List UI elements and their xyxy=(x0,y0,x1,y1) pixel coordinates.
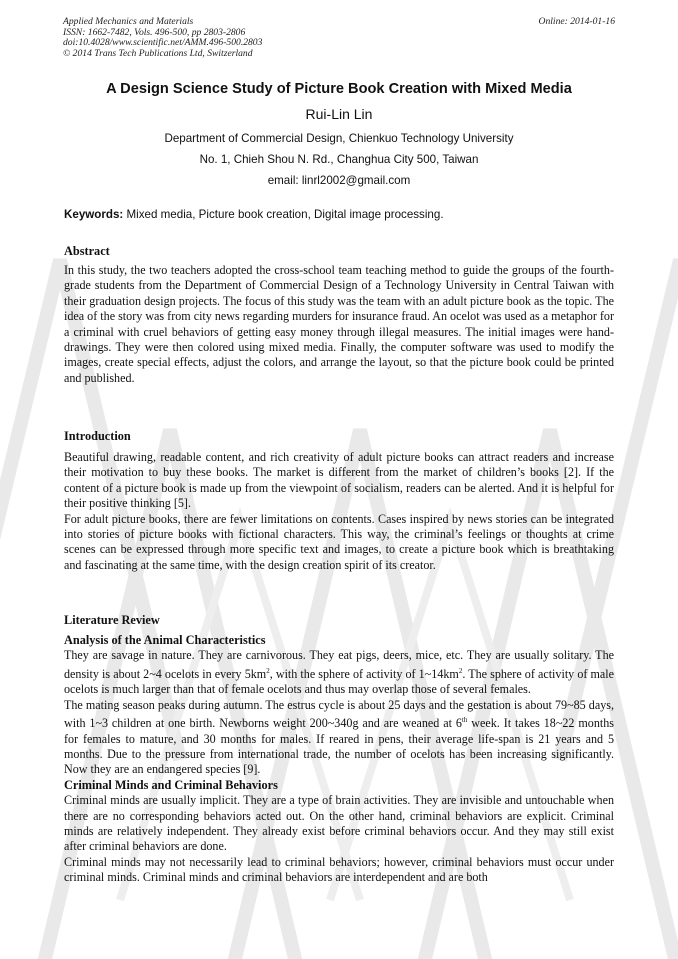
literature-paragraph-1: They are savage in nature. They are carnivorous. They eat pigs, deers, mice, etc. They are usually solitary. The density is about 2~4 ocelots in every $5km^2$, with the sphere of activity of $1\sim 14km^2$. The sphere of activity of male ocelots is much larger than that of female ocelots and thus may overlap those of several females. xyxy=(64,648,614,697)
introduction-heading: Introduction xyxy=(64,429,131,443)
subheading-animal-characteristics: Analysis of the Animal Characteristics xyxy=(64,633,266,647)
doi-line: doi:10.4028/www.scientific.net/AMM.496-500.2803 xyxy=(63,37,263,49)
author-name: Rui-Lin Lin xyxy=(305,106,373,122)
keywords-label: Keywords: xyxy=(64,208,124,221)
journal-name: Applied Mechanics and Materials xyxy=(63,16,194,27)
keywords-text: Mixed media, Picture book creation, Digital image processing. xyxy=(123,208,444,221)
paper-title: A Design Science Study of Picture Book Creation with Mixed Media xyxy=(106,81,572,97)
literature-paragraph-4: Criminal minds may not necessarily lead to criminal behaviors; however, criminal behaviors must occur under criminal minds. Criminal minds and criminal behaviors are interdependent and are both xyxy=(64,854,614,885)
introduction-paragraph-1: Beautiful drawing, readable content, and rich creativity of adult picture books can attract readers and increase their motivation to buy these books. The market is different from the market of children’s books [2]. If the content of a picture book is made up from the viewpoint of socialism, readers can be alerted. And it is helpful for their positive thinking [5]. xyxy=(64,450,614,511)
introduction-body xyxy=(64,450,614,573)
literature-review-body xyxy=(64,633,614,886)
literature-paragraph-3: Criminal minds are usually implicit. They are a type of brain activities. They are invisible and untouchable when there are no corresponding behaviors acted out. On the other hand, criminal behaviors are explicit. Criminal minds are relatively independent. They already exist before criminal behaviors occur. And they may still exist after criminal behaviors are done. xyxy=(64,793,614,854)
online-date: Online: 2014-01-16 xyxy=(538,16,615,27)
abstract-heading: Abstract xyxy=(64,244,110,258)
keywords-line xyxy=(64,208,444,221)
affiliation-address: No. 1, Chieh Shou N. Rd., Changhua City 500, Taiwan xyxy=(199,153,479,166)
introduction-paragraph-2: For adult picture books, there are fewer limitations on contents. Cases inspired by news stories can be integrated into stories of picture books with fictional characters. This way, the criminal’s feelings or thoughts at crime scenes can be expressed through more specific text and images, to create a picture book which is breathtaking and fascinating at the same time, with the design creation spirit of its creator. xyxy=(64,511,614,572)
abstract-body xyxy=(64,263,614,386)
author-email: email: linrl2002@gmail.com xyxy=(267,174,411,187)
subheading-criminal-minds: Criminal Minds and Criminal Behaviors xyxy=(64,777,278,792)
literature-paragraph-2: The mating season peaks during autumn. The estrus cycle is about 25 days and the gestation is about 79~85 days, with 1~3 children at one birth. Newborns weight 200~340g and are weaned at 6th week. It takes 18~22 months for females to mature, and 30 months for males. If reared in pens, their average life-span is 21 years and 5 months. Due to the pressure from international trade, the number of ocelots has been increasing significantly. Now they are an endangered species [9]. xyxy=(64,697,614,777)
affiliation-department: Department of Commercial Design, Chienkuo Technology University xyxy=(164,132,514,145)
literature-review-heading: Literature Review xyxy=(64,613,160,627)
issn-line: ISSN: 1662-7482, Vols. 496-500, pp 2803-2806 xyxy=(63,26,246,38)
journal-header xyxy=(63,17,262,59)
copyright-line: © 2014 Trans Tech Publications Ltd, Switzerland xyxy=(63,47,253,59)
abstract-paragraph: In this study, the two teachers adopted the cross-school team teaching method to guide the groups of the fourth-grade students from the Department of Commercial Design of a Technology University in Central Taiwan with their graduation design projects. The focus of this study was the team with an adult picture book as the topic. The idea of the story was from city news regarding murders for insurance fraud. An ocelot was used as a metaphor for a criminal with cruel behaviors of getting easy money through illegal measures. The initial images were hand-drawings. They were then colored using mixed media. Finally, the computer software was used to modify the images, create special effects, adjust the colors, and arrange the layout, so that the picture book could be printed and published. xyxy=(64,263,614,385)
